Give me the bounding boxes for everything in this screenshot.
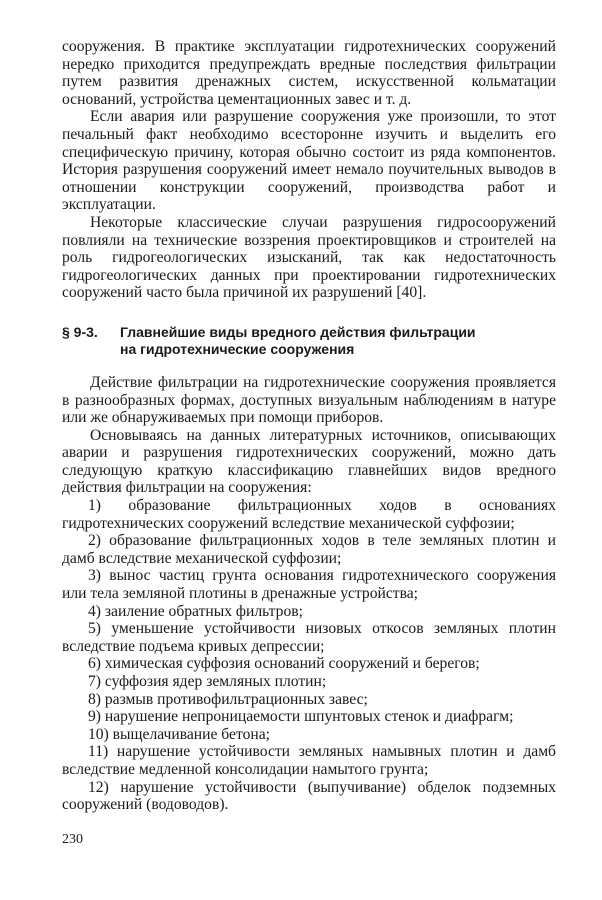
list-item: 12) нарушение устойчивости (выпучивание) обделок подземных сооружений (водоводов).: [62, 778, 556, 814]
section-heading: [62, 324, 556, 358]
list-item: 3) вынос частиц грунта основания гидротехнического сооружения или тела земляной плотины в дренажные устройства;: [62, 567, 556, 603]
list-item: 8) размыв противофильтрационных завес;: [88, 690, 368, 708]
list-item: 4) заиление обратных фильтров;: [88, 602, 303, 620]
section-number: § 9-3.: [62, 323, 98, 340]
list-item: 2) образование фильтрационных ходов в теле земляных плотин и дамб вследствие механической суффозии;: [62, 532, 556, 567]
page-number: 230: [62, 832, 83, 847]
body-paragraph: Действие фильтрации на гидротехнические сооружения проявляется в разнообразных формах, доступных визуальным наблюдениям в натуре или же обнаруживаемых при помощи приборов.: [62, 373, 556, 427]
body-paragraph: Если авария или разрушение сооружения уже произошли, то этот печальный факт необходимо всесторонне изучить и выделить его специфическую причину, которая обычно состоит из ряда компонентов. История разрушения сооружений имеет немало поучительных выводов в отношении конструкции сооружений, производства работ и эксплуатации.: [62, 108, 556, 214]
list-item: 10) выщелачивание бетона;: [88, 725, 270, 743]
classification-list: [62, 497, 556, 814]
section-title-line1: Главнейшие виды вредного действия фильтрации: [120, 323, 476, 340]
section-title-line2: на гидротехнические сооружения: [120, 340, 355, 357]
body-paragraph: Некоторые классические случаи разрушения гидросооружений повлияли на технические воззрения проектировщиков и строителей на роль гидрогеологических изысканий, так как недостаточность гидрогеологических данных при проектировании гидротехнических сооружений часто была причиной их разрушений [40].: [62, 213, 556, 302]
list-item: 11) нарушение устойчивости земляных намывных плотин и дамб вследствие медленной консолидации намытого грунта;: [62, 743, 556, 778]
body-paragraph: сооружения. В практике эксплуатации гидротехнических сооружений нередко приходится предупреждать вредные последствия фильтрации путем развития дренажных систем, искусственной кольматации оснований, устройства цементационных завес и т. д.: [62, 38, 556, 108]
list-item: 6) химическая суффозия оснований сооружений и берегов;: [88, 655, 480, 673]
list-item: 7) суффозия ядер земляных плотин;: [88, 673, 327, 690]
list-item: 9) нарушение непроницаемости шпунтовых стенок и диафрагм;: [88, 708, 514, 726]
list-item: 5) уменьшение устойчивости низовых откосов земляных плотин вследствие подъема кривых депрессии;: [62, 620, 556, 655]
list-item: 1) образование фильтрационных ходов в основаниях гидротехнических сооружений вследствие механической суффозии;: [62, 497, 556, 532]
body-paragraph: Основываясь на данных литературных источников, описывающих аварии и разрушения гидротехнических сооружений, можно дать следующую краткую классификацию главнейших видов вредного действия фильтрации на сооружения:: [62, 426, 556, 497]
